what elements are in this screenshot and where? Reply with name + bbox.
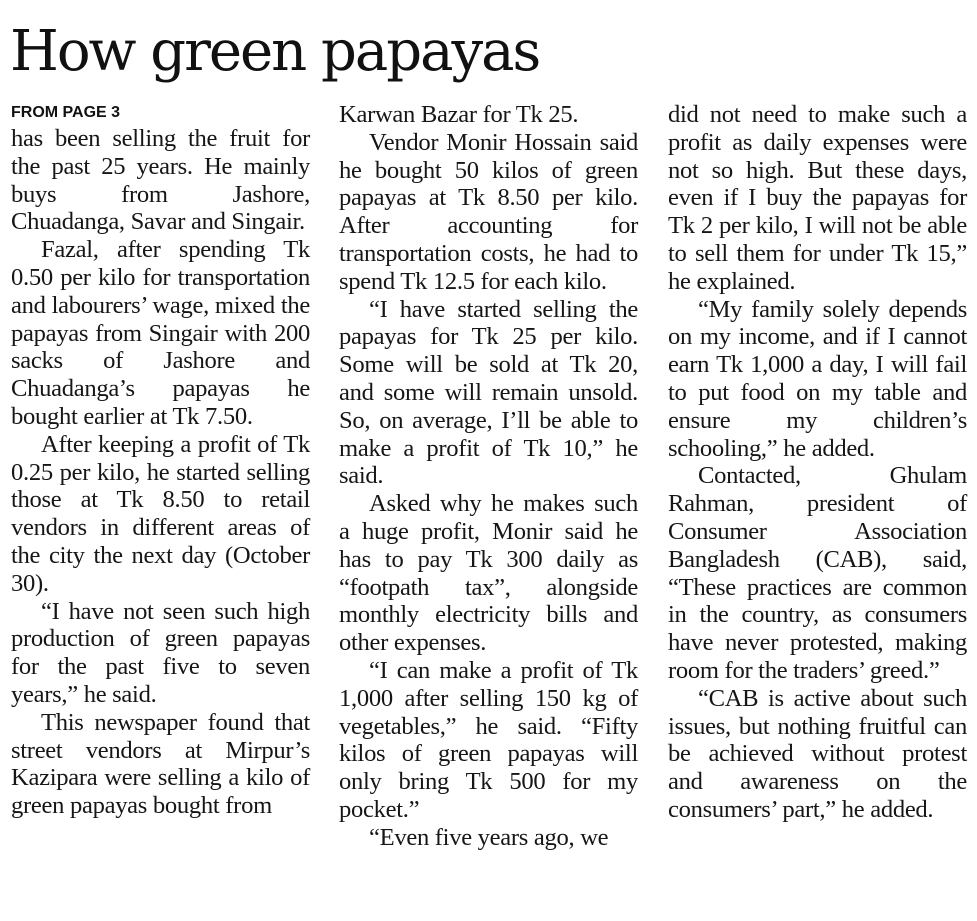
paragraph: After keeping a profit of Tk 0.25 per kilo, he started selling those at Tk 8.50 to retail vendors in different areas of the city the next day (October 30). bbox=[11, 430, 310, 597]
headline: How green papayas bbox=[10, 19, 540, 84]
paragraph: “Even five years ago, we bbox=[369, 823, 609, 851]
paragraph: “CAB is active about such issues, but nothing fruitful can be achieved without protest and awareness on the consumers’ part,” he added. bbox=[668, 684, 967, 823]
paragraph: Vendor Monir Hossain said he bought 50 kilos of green papayas at Tk 8.50 per kilo. After accounting for transportation costs, he had to spend Tk 12.5 for each kilo. bbox=[339, 128, 638, 295]
paragraph: “I have not seen such high production of green papayas for the past five to seven years,” he said. bbox=[11, 597, 310, 708]
article-column-1 bbox=[11, 101, 310, 820]
article-column-3 bbox=[668, 101, 967, 824]
continuation-kicker: FROM PAGE 3 bbox=[11, 104, 121, 121]
paragraph: “My family solely depends on my income, and if I cannot earn Tk 1,000 a day, I will fail to put food on my table and ensure my children’s schooling,” he added. bbox=[668, 295, 967, 462]
paragraph: Asked why he makes such a huge profit, Monir said he has to pay Tk 300 daily as “footpath tax”, alongside monthly electricity bills and other expenses. bbox=[339, 490, 638, 657]
paragraph: “I have started selling the papayas for Tk 25 per kilo. Some will be sold at Tk 20, and some will remain unsold. So, on average, I’ll be able to make a profit of Tk 10,” he said. bbox=[339, 295, 638, 490]
paragraph: Fazal, after spending Tk 0.50 per kilo for transportation and labourers’ wage, mixed the papayas from Singair with 200 sacks of Jashore and Chuadanga’s papayas he bought earlier at Tk 7.50. bbox=[11, 236, 310, 430]
article-column-2 bbox=[339, 101, 638, 852]
paragraph: Karwan Bazar for Tk 25. bbox=[339, 101, 579, 128]
paragraph: This newspaper found that street vendors at Mirpur’s Kazipara were selling a kilo of green papayas bought from bbox=[11, 708, 310, 820]
paragraph: Contacted, Ghulam Rahman, president of Consumer Association Bangladesh (CAB), said, “These practices are common in the country, as consumers have never protested, making room for the traders’ greed.” bbox=[668, 462, 967, 684]
paragraph: did not need to make such a profit as daily expenses were not so high. But these days, even if I buy the papayas for Tk 2 per kilo, I will not be able to sell them for under Tk 15,” he explained. bbox=[668, 101, 967, 295]
paragraph: has been selling the fruit for the past 25 years. He mainly buys from Jashore, Chuadanga, Savar and Singair. bbox=[11, 125, 310, 236]
paragraph: “I can make a profit of Tk 1,000 after selling 150 kg of vegetables,” he said. “Fifty kilos of green papayas will only bring Tk 500 for my pocket.” bbox=[339, 656, 638, 823]
